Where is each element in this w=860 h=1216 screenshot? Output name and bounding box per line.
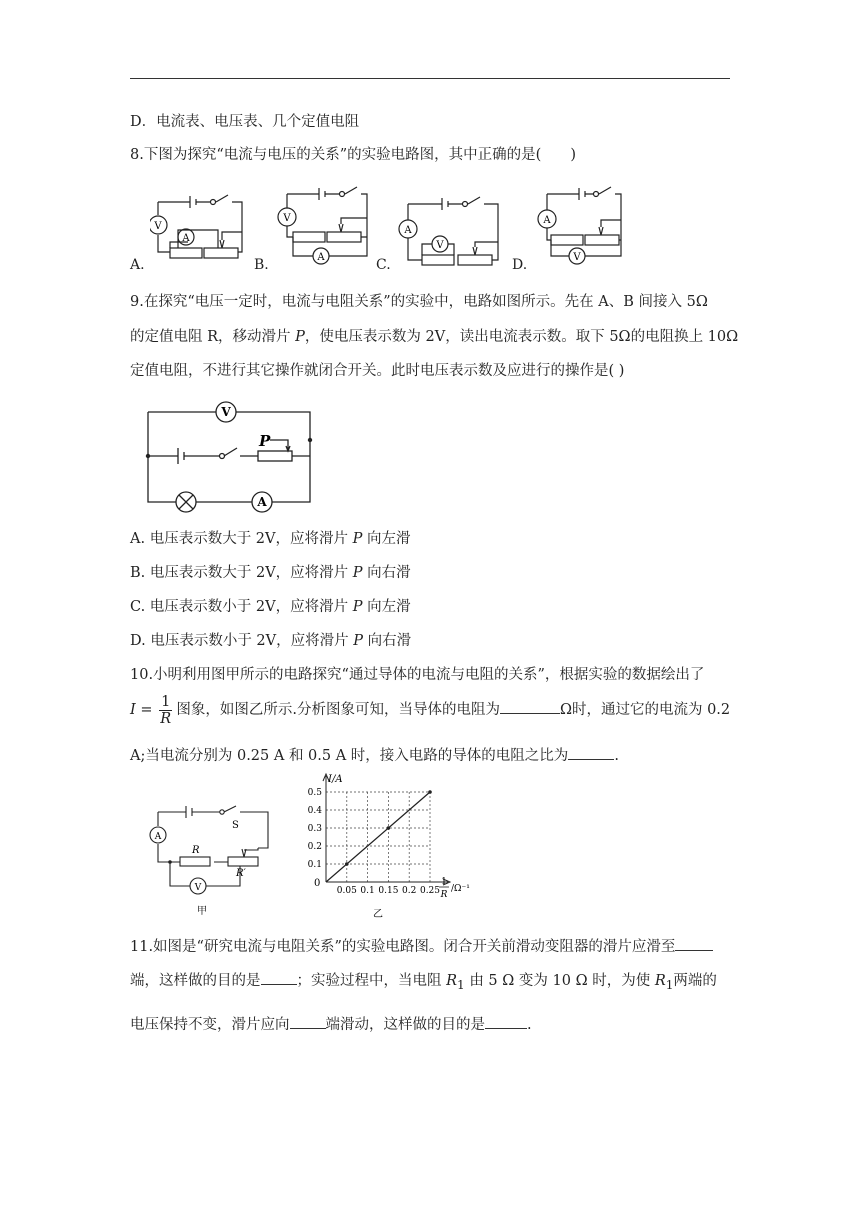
q9-option-text: 向右滑 (363, 633, 412, 649)
x-tick-label: 0.1 (360, 886, 375, 896)
q10-text: 图象，如图乙所示.分析图象可知，当导体的电阻为 (176, 702, 500, 718)
voltmeter-label: V (283, 213, 291, 224)
slider-symbol: P (352, 531, 363, 547)
answer-blank[interactable] (568, 745, 614, 760)
chart-series (326, 790, 432, 882)
q11-text: 电压保持不变，滑片应向 (130, 1017, 290, 1033)
q9-text: ，使电压表示数为 2V，读出电流表示数。取下 5Ω的电阻换上 10Ω (304, 329, 739, 345)
q11-text: 11.如图是“研究电流与电阻关系”的实验电路图。闭合开关前滑动变阻器的滑片应滑至 (130, 939, 676, 955)
q9-option-text: A. 电压表示数大于 2V，应将滑片 (130, 531, 353, 547)
answer-blank[interactable] (500, 699, 560, 714)
resistor-subscript: 1 (457, 977, 465, 992)
ammeter-label: A (182, 233, 190, 244)
y-tick-label: 0.3 (307, 824, 322, 834)
q10-stem-line3 (130, 745, 619, 766)
q10-stem-line2 (130, 692, 730, 728)
q9-text: 的定值电阻 R，移动滑片 (130, 329, 296, 345)
x-axis-label-denominator: R (440, 890, 448, 900)
ammeter-label: A (317, 252, 325, 263)
figure-caption-jia: 甲 (197, 906, 207, 917)
answer-blank[interactable] (485, 1014, 527, 1029)
slider-label: P (259, 432, 271, 450)
q9-option-text: D. 电压表示数小于 2V，应将滑片 (130, 633, 354, 649)
ammeter-label: A (543, 215, 551, 226)
resistor-r-label: R (192, 845, 200, 856)
figure-caption-yi: 乙 (373, 909, 383, 920)
x-tick-label: 0.25 (419, 886, 441, 896)
answer-blank[interactable] (261, 970, 297, 985)
q9-option-text: 向左滑 (362, 531, 411, 547)
y-tick-label: 0.2 (307, 842, 322, 852)
y-tick-label: 0.1 (307, 860, 322, 870)
q11-stem-line1 (130, 936, 713, 957)
q9-option-text: 向左滑 (362, 599, 411, 615)
resistor-symbol: R (654, 973, 666, 989)
junction-dot (168, 860, 172, 864)
header-rule (130, 78, 730, 79)
y-axis-label: I/A (328, 774, 343, 785)
voltmeter-label: V (221, 405, 231, 419)
q8-option-a: A. (130, 257, 145, 273)
q9-option-c (130, 597, 411, 617)
q10-chart-yi (300, 770, 480, 920)
series-line (326, 792, 430, 882)
chart-ticks (308, 788, 441, 896)
origin-label: 0 (314, 878, 321, 889)
formula-fraction (159, 694, 172, 727)
fraction-numerator: 1 (161, 693, 171, 710)
q10-text: A;当电流分别为 0.25 A 和 0.5 A 时，接入电路的导体的电阻之比为 (130, 748, 569, 764)
q8-circuit-c (398, 192, 503, 272)
q11-text: . (527, 1017, 532, 1033)
y-tick-label: 0.4 (307, 806, 322, 816)
q11-text: ；实验过程中，当电阻 (296, 973, 447, 989)
rheostat-label: R′ (236, 868, 246, 879)
y-tick-label: 0.5 (307, 788, 322, 798)
switch-label: S (232, 820, 239, 831)
q11-stem-line2 (130, 970, 717, 995)
slider-symbol: P (353, 633, 364, 649)
q10-circuit-jia (140, 798, 280, 918)
junction-dot (146, 454, 150, 458)
slider-symbol: P (352, 565, 363, 581)
q9-option-text: C. 电压表示数小于 2V，应将滑片 (130, 599, 353, 615)
q10-text: . (614, 748, 619, 764)
q11-text: 端滑动，这样做的目的是 (325, 1017, 485, 1033)
answer-blank[interactable] (290, 1014, 326, 1029)
q9-option-text: 向右滑 (362, 565, 411, 581)
q9-stem-line3: 定值电阻，不进行其它操作就闭合开关。此时电压表示数及应进行的操作是( ) (130, 363, 625, 379)
ammeter-label: A (154, 832, 162, 842)
q9-option-text: B. 电压表示数大于 2V，应将滑片 (130, 565, 353, 581)
q9-option-a (130, 529, 410, 549)
q9-option-d (130, 631, 411, 651)
q9-stem-line2 (130, 327, 738, 347)
resistor-subscript: 1 (665, 977, 674, 992)
q8-circuit-a (150, 190, 245, 270)
junction-dot (308, 438, 312, 442)
q10-stem-line1: 10.小明利用图甲所示的电路探究“通过导体的电流与电阻的关系”，根据实验的数据绘出了 (130, 667, 705, 683)
q11-text: 端，这样做的目的是 (130, 973, 261, 989)
q8-circuit-d (535, 182, 625, 272)
q9-circuit (140, 398, 320, 518)
x-axis-label-unit: /Ω⁻¹ (451, 884, 470, 894)
formula-eq: = (135, 702, 158, 718)
q9-option-b (130, 563, 411, 583)
resistor-symbol: R (446, 973, 458, 989)
formula-i: I (130, 702, 136, 718)
q9-stem-line1: 9.在探究“电压一定时，电流与电阻关系”的实验中，电路如图所示。先在 A、B 间接入 5Ω (130, 294, 708, 310)
slider-symbol: P (352, 599, 363, 615)
voltmeter-label: V (573, 252, 581, 263)
q8-stem: 8.下图为探究“电流与电压的关系”的实验电路图，其中正确的是( ) (130, 147, 576, 163)
ammeter-label: A (404, 225, 412, 236)
x-tick-label: 0.2 (402, 886, 417, 896)
answer-blank[interactable] (675, 936, 713, 951)
q11-text: 由 5 Ω 变为 10 Ω 时，为使 (464, 973, 655, 989)
q11-stem-line3 (130, 1014, 532, 1035)
x-tick-label: 0.15 (378, 886, 399, 896)
q8-circuit-b (275, 182, 370, 272)
q7-option-d: D．电流表、电压表、几个定值电阻 (130, 114, 360, 130)
q11-text: 两端的 (673, 973, 717, 989)
voltmeter-label: V (194, 883, 202, 893)
q8-option-c: C. (376, 257, 391, 273)
data-point (345, 862, 349, 866)
slider-symbol: P (295, 329, 305, 345)
fraction-denominator: R (160, 710, 172, 727)
data-point (428, 790, 432, 794)
q8-option-b: B. (254, 257, 269, 273)
voltmeter-label: V (154, 221, 162, 232)
data-point (387, 826, 391, 830)
ammeter-label: A (257, 495, 267, 509)
q10-text: Ω时，通过它的电流为 0.2 (559, 702, 731, 718)
x-axis-label-numerator: 1 (441, 877, 447, 887)
x-tick-label: 0.05 (336, 886, 357, 896)
q8-option-d: D. (512, 257, 528, 273)
voltmeter-label: V (436, 240, 444, 251)
